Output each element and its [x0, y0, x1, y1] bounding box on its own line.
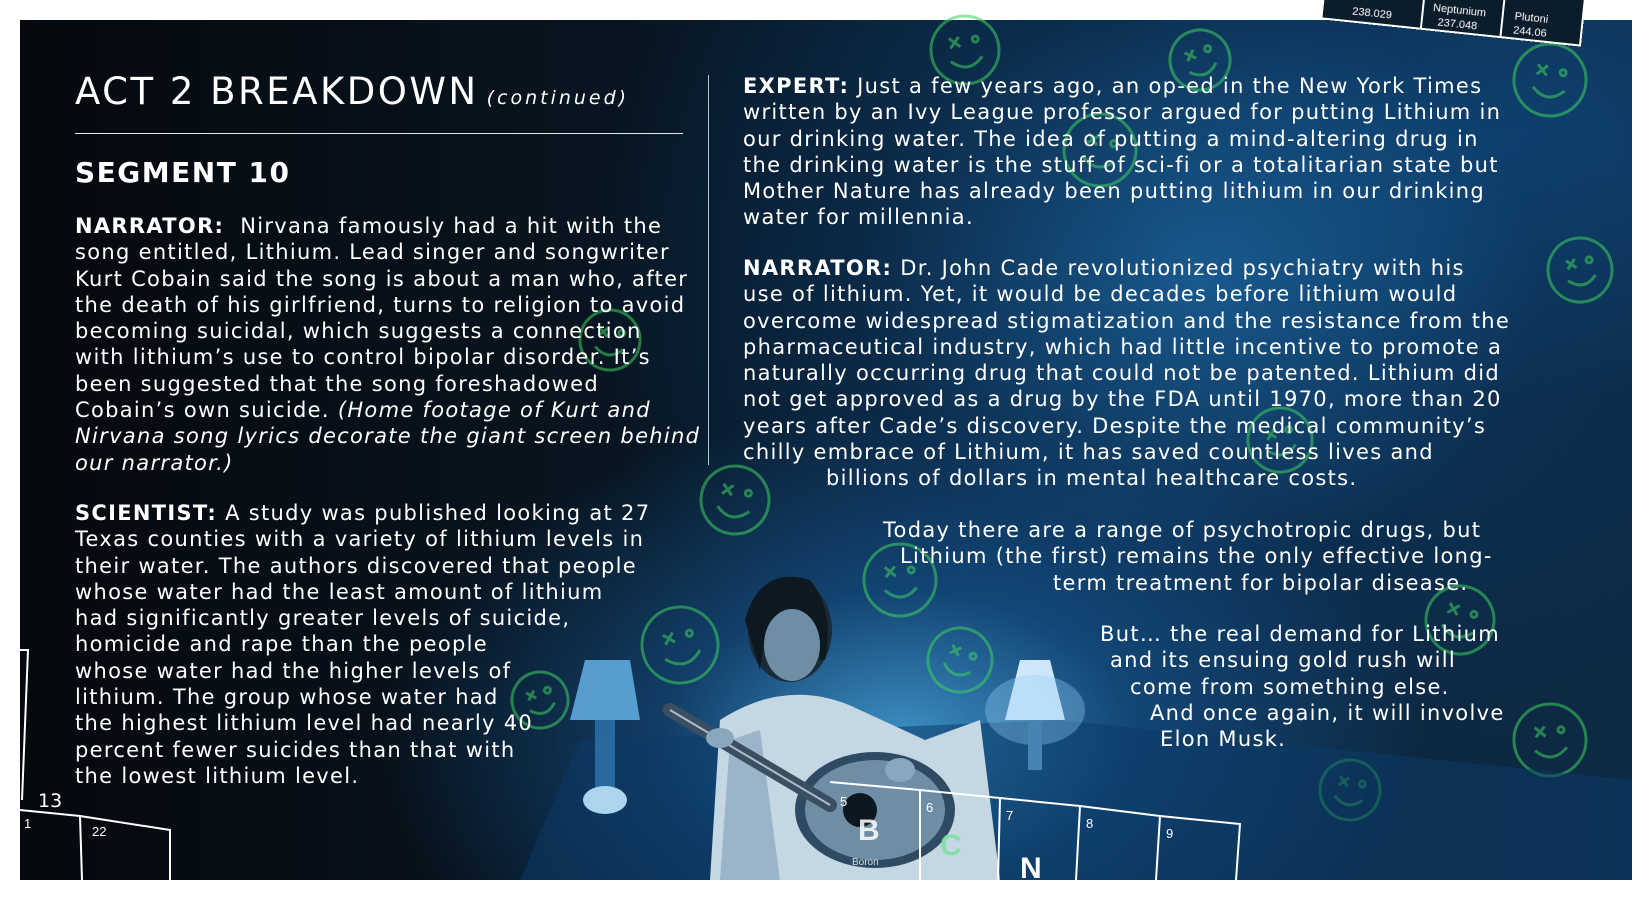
paragraph-line: water for millennia.	[743, 205, 974, 230]
tile-mass: 237.048	[1436, 16, 1478, 33]
paragraph-line: the drinking water is the stuff of sci-fi or a totalitarian state but	[743, 152, 1499, 177]
smiley-face-icon	[1509, 39, 1590, 120]
today-paragraph	[883, 517, 1493, 596]
tile-name: Boron	[852, 857, 879, 868]
title-note: (continued)	[486, 87, 630, 109]
paragraph-line: Mother Nature has already been putting lithium in our drinking	[743, 179, 1486, 204]
smiley-face-icon	[1510, 700, 1589, 779]
speaker-label: SCIENTIST:	[75, 501, 218, 525]
smiley-face-icon	[1542, 232, 1618, 308]
line-text: Cobain’s own suicide.	[75, 398, 330, 423]
smiley-face-icon	[919, 619, 1001, 701]
paragraph-line: whose water had the higher levels of	[75, 658, 512, 683]
paragraph-line: Texas counties with a variety of lithium levels in	[75, 527, 645, 552]
paragraph-line	[75, 397, 700, 423]
paragraph-line: song entitled, Lithium. Lead singer and songwriter	[75, 240, 670, 265]
paragraph-line: their water. The authors discovered that people	[75, 553, 637, 578]
paragraph-line: our drinking water. The idea of putting a mind-altering drug in	[743, 126, 1479, 151]
paragraph-line: homicide and rape than the people	[75, 632, 488, 657]
tile-number: 22	[92, 824, 107, 839]
paragraph-line: come from something else.	[1130, 674, 1450, 699]
paragraph-line: and its ensuing gold rush will	[1110, 648, 1457, 673]
paragraph-line: had significantly greater levels of suicide,	[75, 606, 571, 631]
paragraph-line	[75, 213, 700, 239]
tile-symbol: B	[858, 814, 880, 847]
periodic-tiles-top	[1321, 0, 1585, 45]
paragraph-line: the lowest lithium level.	[75, 763, 360, 788]
paragraph-line: Elon Musk.	[1160, 727, 1287, 752]
tile-number: 8	[1086, 816, 1094, 831]
stage-direction: our narrator.)	[75, 450, 234, 475]
column-divider	[708, 75, 709, 465]
paragraph-line: Kurt Cobain said the song is about a man who, after	[75, 266, 689, 291]
speaker-label: NARRATOR:	[743, 256, 893, 280]
paragraph-line: with lithium’s use to control bipolar disorder. It’s	[75, 345, 651, 370]
closing-paragraph	[1100, 621, 1505, 752]
speaker-label: EXPERT:	[743, 74, 850, 98]
paragraph-line	[75, 423, 700, 449]
expert-paragraph	[743, 73, 1501, 231]
paragraph-line: pharmaceutical industry, which had little incentive to promote a	[743, 334, 1503, 359]
paragraph-line: written by an Ivy League professor argued for putting Lithium in	[743, 100, 1502, 125]
paragraph-line: chilly embrace of Lithium, it has saved countless lives and	[743, 440, 1434, 465]
paragraph-line: not get approved as a drug by the FDA until 1970, more than 20	[743, 387, 1502, 412]
paragraph-line: Today there are a range of psychotropic drugs, but	[883, 518, 1482, 542]
tile-symbol: C	[940, 829, 962, 862]
paragraph-line: percent fewer suicides than that with	[75, 737, 516, 762]
narrator-paragraph-left	[75, 213, 700, 476]
paragraph-line: the highest lithium level had nearly 40	[75, 711, 534, 736]
paragraph-line: becoming suicidal, which suggests a connection	[75, 319, 642, 344]
paragraph-line	[75, 500, 650, 526]
paragraph-line	[75, 450, 700, 476]
speaker-label: NARRATOR:	[75, 214, 225, 238]
paragraph-line: years after Cade’s discovery. Despite the medical community’s	[743, 413, 1487, 438]
stage-direction: Nirvana song lyrics decorate the giant screen behind	[75, 424, 701, 449]
tile-number: 5	[840, 794, 848, 809]
paragraph-line: term treatment for bipolar disease.	[1053, 570, 1469, 595]
tile-symbol: N	[1020, 852, 1042, 885]
tile-number: 6	[926, 800, 934, 815]
tile-name: Neptunium	[1432, 1, 1487, 20]
tile-number: 7	[1006, 808, 1014, 823]
title-text: ACT 2 BREAKDOWN	[75, 70, 479, 113]
page-title	[75, 70, 629, 113]
line-text: Dr. John Cade revolutionized psychiatry with his	[900, 256, 1465, 280]
scientist-paragraph	[75, 500, 650, 789]
line-text: Nirvana famously had a hit with the	[240, 214, 663, 238]
line-text: Just a few years ago, an op-ed in the New York Times	[857, 74, 1483, 98]
page-number: 13	[38, 790, 63, 812]
paragraph-line: been suggested that the song foreshadowed	[75, 371, 600, 396]
stage-direction: (Home footage of Kurt and	[337, 398, 651, 423]
paragraph-line: But… the real demand for Lithium	[1100, 622, 1500, 646]
paragraph-line: whose water had the least amount of lithium	[75, 579, 604, 604]
paragraph-line	[743, 73, 1501, 99]
slide	[20, 1, 1632, 885]
paragraph-line: lithium. The group whose water had	[75, 685, 499, 710]
tile-number: 1	[24, 816, 32, 831]
paragraph-line: the death of his girlfriend, turns to religion to avoid	[75, 292, 686, 317]
paragraph-line: billions of dollars in mental healthcare costs.	[826, 466, 1358, 491]
tile-number: 9	[1166, 826, 1174, 841]
title-divider	[75, 133, 683, 134]
paragraph-line: naturally occurring drug that could not be patented. Lithium did	[743, 361, 1500, 386]
tile-mass: 238.029	[1351, 5, 1393, 22]
line-text: A study was published looking at 27	[225, 501, 651, 525]
segment-heading: SEGMENT 10	[75, 156, 291, 189]
paragraph-line: Lithium (the first) remains the only effective long-	[900, 544, 1493, 569]
paragraph-line: use of lithium. Yet, it would be decades before lithium would	[743, 282, 1458, 307]
narrator-paragraph-right	[743, 255, 1510, 492]
paragraph-line	[743, 255, 1510, 281]
paragraph-line: And once again, it will involve	[1150, 700, 1505, 725]
tile-mass: 244.06	[1512, 24, 1548, 40]
paragraph-line: overcome widespread stigmatization and the resistance from the	[743, 308, 1511, 333]
tile-name: Plutoni	[1514, 10, 1549, 26]
